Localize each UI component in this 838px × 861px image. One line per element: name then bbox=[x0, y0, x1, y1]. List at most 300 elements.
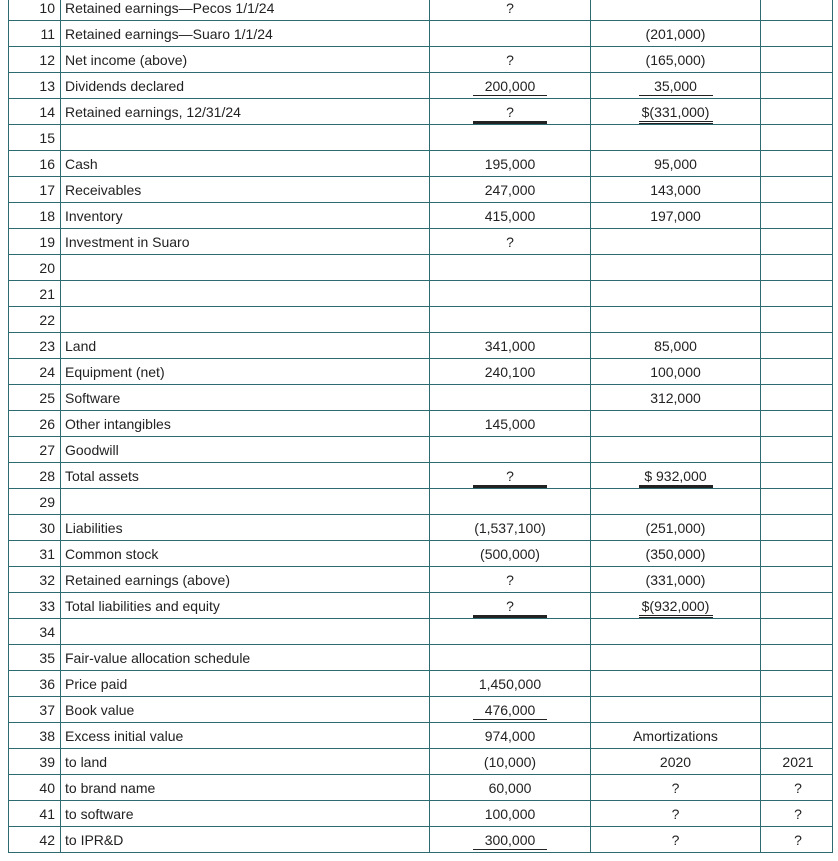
pecos-value-cell[interactable] bbox=[430, 437, 591, 463]
suaro-value-cell[interactable] bbox=[591, 333, 761, 359]
table-row bbox=[0, 203, 838, 229]
row-label-cell[interactable] bbox=[61, 411, 430, 437]
suaro-value-cell[interactable] bbox=[591, 489, 761, 515]
suaro-value-cell[interactable] bbox=[591, 463, 761, 489]
row-number-text: 42 bbox=[39, 832, 55, 848]
row-label-cell[interactable] bbox=[61, 359, 430, 385]
table-row bbox=[0, 229, 838, 255]
suaro-value-cell-text: (201,000) bbox=[645, 26, 706, 42]
row-label-cell[interactable] bbox=[61, 567, 430, 593]
pecos-value-cell-text: 476,000 bbox=[473, 701, 547, 720]
row-label-cell[interactable] bbox=[61, 281, 430, 307]
pecos-value-cell[interactable] bbox=[430, 333, 591, 359]
suaro-value-cell-text: Amortizations bbox=[633, 728, 718, 744]
suaro-value-cell[interactable] bbox=[591, 515, 761, 541]
suaro-value-cell[interactable] bbox=[591, 827, 761, 853]
extra-value-cell[interactable] bbox=[761, 619, 833, 645]
row-label-cell[interactable] bbox=[61, 307, 430, 333]
table-row bbox=[0, 359, 838, 385]
suaro-value-cell[interactable] bbox=[591, 567, 761, 593]
suaro-value-cell[interactable] bbox=[591, 255, 761, 281]
pecos-value-cell[interactable] bbox=[430, 0, 591, 21]
row-number-text: 25 bbox=[39, 390, 55, 406]
extra-value-cell[interactable] bbox=[761, 515, 833, 541]
row-label-cell[interactable] bbox=[61, 0, 430, 21]
row-label-cell-text: Common stock bbox=[65, 546, 159, 562]
row-number-text: 19 bbox=[39, 234, 55, 250]
suaro-value-cell[interactable] bbox=[591, 437, 761, 463]
pecos-value-cell[interactable] bbox=[430, 385, 591, 411]
row-label-cell-text: Cash bbox=[65, 156, 98, 172]
suaro-value-cell-text: 2020 bbox=[659, 754, 692, 770]
pecos-value-cell-text: ? bbox=[506, 234, 514, 250]
row-number-text: 12 bbox=[39, 52, 55, 68]
extra-value-cell[interactable] bbox=[761, 151, 833, 177]
suaro-value-cell-text: (251,000) bbox=[645, 520, 706, 536]
row-number[interactable] bbox=[8, 47, 61, 73]
row-number[interactable] bbox=[8, 723, 61, 749]
row-number-text: 24 bbox=[39, 364, 55, 380]
row-number-text: 34 bbox=[39, 624, 55, 640]
row-label-cell[interactable] bbox=[61, 671, 430, 697]
table-row bbox=[0, 463, 838, 489]
pecos-value-cell[interactable] bbox=[430, 775, 591, 801]
pecos-value-cell[interactable] bbox=[430, 359, 591, 385]
row-number-text: 18 bbox=[39, 208, 55, 224]
row-number[interactable] bbox=[8, 177, 61, 203]
row-label-cell-text: Investment in Suaro bbox=[65, 234, 190, 250]
row-label-cell[interactable] bbox=[61, 21, 430, 47]
pecos-value-cell-text: (10,000) bbox=[483, 754, 537, 770]
row-number-text: 22 bbox=[39, 312, 55, 328]
row-number-text: 28 bbox=[39, 468, 55, 484]
row-label-cell-text: Total assets bbox=[65, 468, 139, 484]
row-number[interactable] bbox=[8, 515, 61, 541]
suaro-value-cell[interactable] bbox=[591, 203, 761, 229]
extra-value-cell[interactable] bbox=[761, 177, 833, 203]
suaro-value-cell[interactable] bbox=[591, 775, 761, 801]
row-label-cell-text: Dividends declared bbox=[65, 78, 185, 94]
extra-value-cell[interactable] bbox=[761, 541, 833, 567]
row-label-cell-text: Liabilities bbox=[65, 520, 123, 536]
row-label-cell-text: to brand name bbox=[65, 780, 156, 796]
extra-value-cell[interactable] bbox=[761, 775, 833, 801]
pecos-value-cell[interactable] bbox=[430, 671, 591, 697]
suaro-value-cell[interactable] bbox=[591, 307, 761, 333]
pecos-value-cell[interactable] bbox=[430, 177, 591, 203]
row-number[interactable] bbox=[8, 801, 61, 827]
extra-value-cell-text: ? bbox=[794, 806, 802, 822]
pecos-value-cell[interactable] bbox=[430, 411, 591, 437]
suaro-value-cell-text: $ 932,000 bbox=[639, 467, 713, 488]
pecos-value-cell[interactable] bbox=[430, 307, 591, 333]
table-row bbox=[0, 99, 838, 125]
table-row bbox=[0, 827, 838, 853]
row-number[interactable] bbox=[8, 645, 61, 671]
row-label-cell[interactable] bbox=[61, 47, 430, 73]
row-label-cell-text: Net income (above) bbox=[65, 52, 188, 68]
row-number[interactable] bbox=[8, 73, 61, 99]
pecos-value-cell-text: (1,537,100) bbox=[474, 520, 546, 536]
row-label-cell[interactable] bbox=[61, 177, 430, 203]
row-number-text: 23 bbox=[39, 338, 55, 354]
pecos-value-cell-text: ? bbox=[506, 52, 514, 68]
table-row bbox=[0, 47, 838, 73]
row-label-cell-text: Retained earnings (above) bbox=[65, 572, 230, 588]
extra-value-cell[interactable] bbox=[761, 489, 833, 515]
extra-value-cell[interactable] bbox=[761, 385, 833, 411]
row-number-text: 21 bbox=[39, 286, 55, 302]
suaro-value-cell[interactable] bbox=[591, 151, 761, 177]
suaro-value-cell-text: 95,000 bbox=[654, 156, 697, 172]
row-number-text: 20 bbox=[39, 260, 55, 276]
pecos-value-cell-text: 60,000 bbox=[488, 780, 532, 796]
suaro-value-cell[interactable] bbox=[591, 619, 761, 645]
row-number[interactable] bbox=[8, 775, 61, 801]
table-row bbox=[0, 671, 838, 697]
row-number[interactable] bbox=[8, 385, 61, 411]
suaro-value-cell[interactable] bbox=[591, 749, 761, 775]
row-number[interactable] bbox=[8, 541, 61, 567]
row-number[interactable] bbox=[8, 749, 61, 775]
row-label-cell[interactable] bbox=[61, 99, 430, 125]
table-row bbox=[0, 125, 838, 151]
row-label-cell[interactable] bbox=[61, 827, 430, 853]
suaro-value-cell[interactable] bbox=[591, 385, 761, 411]
table-row bbox=[0, 697, 838, 723]
table-row bbox=[0, 515, 838, 541]
row-number[interactable] bbox=[8, 567, 61, 593]
table-row bbox=[0, 749, 838, 775]
row-label-cell-text: Receivables bbox=[65, 182, 142, 198]
extra-value-cell[interactable] bbox=[761, 463, 833, 489]
suaro-value-cell-text: 100,000 bbox=[650, 364, 701, 380]
row-label-cell[interactable] bbox=[61, 723, 430, 749]
extra-value-cell[interactable] bbox=[761, 125, 833, 151]
row-number-text: 13 bbox=[39, 78, 55, 94]
extra-value-cell[interactable] bbox=[761, 281, 833, 307]
suaro-value-cell-text: ? bbox=[671, 780, 680, 796]
pecos-value-cell[interactable] bbox=[430, 489, 591, 515]
extra-value-cell[interactable] bbox=[761, 307, 833, 333]
pecos-value-cell[interactable] bbox=[430, 151, 591, 177]
row-number-text: 16 bbox=[39, 156, 55, 172]
extra-value-cell[interactable] bbox=[761, 671, 833, 697]
extra-value-cell[interactable] bbox=[761, 359, 833, 385]
row-number-text: 31 bbox=[39, 546, 55, 562]
row-number[interactable] bbox=[8, 593, 61, 619]
pecos-value-cell-text: ? bbox=[473, 103, 547, 124]
pecos-value-cell[interactable] bbox=[430, 645, 591, 671]
suaro-value-cell-text: 312,000 bbox=[650, 390, 701, 406]
extra-value-cell[interactable] bbox=[761, 567, 833, 593]
pecos-value-cell-text: ? bbox=[506, 0, 514, 16]
table-row bbox=[0, 541, 838, 567]
row-number-text: 39 bbox=[39, 754, 55, 770]
pecos-value-cell[interactable] bbox=[430, 593, 591, 619]
extra-value-cell[interactable] bbox=[761, 593, 833, 619]
extra-value-cell[interactable] bbox=[761, 333, 833, 359]
extra-value-cell[interactable] bbox=[761, 255, 833, 281]
suaro-value-cell-text: 35,000 bbox=[639, 77, 713, 96]
suaro-value-cell[interactable] bbox=[591, 593, 761, 619]
table-row bbox=[0, 411, 838, 437]
table-row bbox=[0, 307, 838, 333]
extra-value-cell[interactable] bbox=[761, 21, 833, 47]
row-label-cell-text: Fair-value allocation schedule bbox=[65, 650, 251, 666]
suaro-value-cell[interactable] bbox=[591, 541, 761, 567]
pecos-value-cell-text: 247,000 bbox=[484, 182, 536, 198]
row-number[interactable] bbox=[8, 229, 61, 255]
suaro-value-cell-text: 85,000 bbox=[654, 338, 697, 354]
suaro-value-cell-text: 197,000 bbox=[650, 208, 701, 224]
table-row bbox=[0, 151, 838, 177]
row-label-cell[interactable] bbox=[61, 619, 430, 645]
pecos-value-cell[interactable] bbox=[430, 73, 591, 99]
extra-value-cell-text: 2021 bbox=[782, 754, 814, 770]
row-number-text: 41 bbox=[39, 806, 55, 822]
suaro-value-cell[interactable] bbox=[591, 801, 761, 827]
row-label-cell[interactable] bbox=[61, 203, 430, 229]
pecos-value-cell[interactable] bbox=[430, 21, 591, 47]
row-label-cell-text: to land bbox=[65, 754, 108, 770]
row-label-cell[interactable] bbox=[61, 541, 430, 567]
row-number[interactable] bbox=[8, 21, 61, 47]
row-number-text: 10 bbox=[39, 0, 55, 16]
table-row bbox=[0, 281, 838, 307]
extra-value-cell[interactable] bbox=[761, 99, 833, 125]
pecos-value-cell-text: 1,450,000 bbox=[478, 676, 542, 692]
suaro-value-cell[interactable] bbox=[591, 671, 761, 697]
pecos-value-cell[interactable] bbox=[430, 541, 591, 567]
extra-value-cell-text: ? bbox=[794, 832, 802, 848]
table-row bbox=[0, 0, 838, 21]
extra-value-cell[interactable] bbox=[761, 827, 833, 853]
table-row bbox=[0, 801, 838, 827]
row-label-cell-text: Inventory bbox=[65, 208, 123, 224]
suaro-value-cell[interactable] bbox=[591, 0, 761, 21]
row-number[interactable] bbox=[8, 281, 61, 307]
table-row bbox=[0, 255, 838, 281]
row-number[interactable] bbox=[8, 697, 61, 723]
pecos-value-cell-text: ? bbox=[473, 597, 547, 618]
row-label-cell-text: Total liabilities and equity bbox=[65, 598, 220, 614]
pecos-value-cell-text: 195,000 bbox=[484, 156, 536, 172]
row-number[interactable] bbox=[8, 489, 61, 515]
pecos-value-cell-text: 415,000 bbox=[484, 208, 536, 224]
row-label-cell[interactable] bbox=[61, 515, 430, 541]
pecos-value-cell-text: ? bbox=[473, 467, 547, 488]
suaro-value-cell[interactable] bbox=[591, 229, 761, 255]
extra-value-cell[interactable] bbox=[761, 437, 833, 463]
extra-value-cell[interactable] bbox=[761, 229, 833, 255]
row-number-text: 38 bbox=[39, 728, 55, 744]
row-number[interactable] bbox=[8, 0, 61, 21]
suaro-value-cell[interactable] bbox=[591, 645, 761, 671]
suaro-value-cell-text: ? bbox=[671, 806, 680, 822]
extra-value-cell[interactable] bbox=[761, 411, 833, 437]
row-number-text: 37 bbox=[39, 702, 55, 718]
row-number[interactable] bbox=[8, 437, 61, 463]
pecos-value-cell-text: 974,000 bbox=[484, 728, 536, 744]
row-number[interactable] bbox=[8, 333, 61, 359]
row-number-text: 11 bbox=[40, 26, 55, 42]
row-number[interactable] bbox=[8, 411, 61, 437]
suaro-value-cell-text: $(932,000) bbox=[639, 597, 713, 618]
row-number-text: 30 bbox=[39, 520, 55, 536]
row-label-cell-text: Goodwill bbox=[65, 442, 119, 458]
row-label-cell-text: Land bbox=[65, 338, 97, 354]
row-label-cell[interactable] bbox=[61, 255, 430, 281]
table-row bbox=[0, 567, 838, 593]
suaro-value-cell[interactable] bbox=[591, 125, 761, 151]
row-number-text: 15 bbox=[39, 130, 55, 146]
pecos-value-cell[interactable] bbox=[430, 749, 591, 775]
row-number-text: 33 bbox=[39, 598, 55, 614]
pecos-value-cell[interactable] bbox=[430, 99, 591, 125]
pecos-value-cell-text: 145,000 bbox=[484, 416, 536, 432]
row-number-text: 35 bbox=[39, 650, 55, 666]
table-row bbox=[0, 645, 838, 671]
table-row bbox=[0, 177, 838, 203]
pecos-value-cell-text: 341,000 bbox=[484, 338, 536, 354]
row-label-cell[interactable] bbox=[61, 385, 430, 411]
pecos-value-cell[interactable] bbox=[430, 463, 591, 489]
row-label-cell[interactable] bbox=[61, 801, 430, 827]
table-row bbox=[0, 333, 838, 359]
row-number[interactable] bbox=[8, 463, 61, 489]
extra-value-cell[interactable] bbox=[761, 0, 833, 21]
pecos-value-cell[interactable] bbox=[430, 229, 591, 255]
row-label-cell[interactable] bbox=[61, 645, 430, 671]
extra-value-cell[interactable] bbox=[761, 73, 833, 99]
extra-value-cell[interactable] bbox=[761, 47, 833, 73]
row-label-cell-text: Excess initial value bbox=[65, 728, 184, 744]
pecos-value-cell[interactable] bbox=[430, 515, 591, 541]
suaro-value-cell[interactable] bbox=[591, 411, 761, 437]
row-number[interactable] bbox=[8, 203, 61, 229]
suaro-value-cell-text: $(331,000) bbox=[639, 103, 713, 124]
table-row bbox=[0, 21, 838, 47]
row-label-cell[interactable] bbox=[61, 229, 430, 255]
suaro-value-cell[interactable] bbox=[591, 359, 761, 385]
row-label-cell[interactable] bbox=[61, 437, 430, 463]
row-label-cell-text: Equipment (net) bbox=[65, 364, 165, 380]
row-number-text: 27 bbox=[39, 442, 55, 458]
extra-value-cell-text: ? bbox=[794, 780, 802, 796]
table-row bbox=[0, 437, 838, 463]
suaro-value-cell-text: (331,000) bbox=[645, 572, 706, 588]
pecos-value-cell[interactable] bbox=[430, 203, 591, 229]
row-label-cell-text: to software bbox=[65, 806, 134, 822]
pecos-value-cell-text: 300,000 bbox=[473, 831, 547, 850]
suaro-value-cell-text: (350,000) bbox=[645, 546, 706, 562]
row-number-text: 14 bbox=[39, 104, 55, 120]
suaro-value-cell-text: 143,000 bbox=[650, 182, 701, 198]
row-label-cell[interactable] bbox=[61, 125, 430, 151]
row-label-cell[interactable] bbox=[61, 489, 430, 515]
pecos-value-cell[interactable] bbox=[430, 619, 591, 645]
row-label-cell[interactable] bbox=[61, 749, 430, 775]
extra-value-cell[interactable] bbox=[761, 203, 833, 229]
suaro-value-cell[interactable] bbox=[591, 177, 761, 203]
pecos-value-cell[interactable] bbox=[430, 723, 591, 749]
row-number[interactable] bbox=[8, 359, 61, 385]
row-number-text: 32 bbox=[39, 572, 55, 588]
pecos-value-cell[interactable] bbox=[430, 47, 591, 73]
row-label-cell-text: Price paid bbox=[65, 676, 128, 692]
row-label-cell[interactable] bbox=[61, 73, 430, 99]
pecos-value-cell-text: ? bbox=[506, 572, 514, 588]
row-label-cell-text: to IPR&D bbox=[65, 832, 124, 848]
suaro-value-cell-text: (165,000) bbox=[645, 52, 706, 68]
row-label-cell-text: Software bbox=[65, 390, 121, 406]
suaro-value-cell[interactable] bbox=[591, 281, 761, 307]
extra-value-cell[interactable] bbox=[761, 723, 833, 749]
pecos-value-cell[interactable] bbox=[430, 801, 591, 827]
table-row bbox=[0, 593, 838, 619]
row-label-cell-text: Retained earnings—Suaro 1/1/24 bbox=[65, 26, 273, 42]
pecos-value-cell[interactable] bbox=[430, 697, 591, 723]
row-label-cell[interactable] bbox=[61, 151, 430, 177]
row-number[interactable] bbox=[8, 619, 61, 645]
extra-value-cell[interactable] bbox=[761, 749, 833, 775]
suaro-value-cell-text: ? bbox=[671, 832, 680, 848]
pecos-value-cell[interactable] bbox=[430, 281, 591, 307]
row-number[interactable] bbox=[8, 151, 61, 177]
row-number-text: 17 bbox=[39, 182, 55, 198]
pecos-value-cell[interactable] bbox=[430, 567, 591, 593]
row-number[interactable] bbox=[8, 255, 61, 281]
suaro-value-cell[interactable] bbox=[591, 21, 761, 47]
pecos-value-cell[interactable] bbox=[430, 255, 591, 281]
row-number-text: 40 bbox=[39, 780, 55, 796]
row-number[interactable] bbox=[8, 125, 61, 151]
suaro-value-cell[interactable] bbox=[591, 47, 761, 73]
pecos-value-cell-text: (500,000) bbox=[480, 546, 540, 562]
row-label-cell[interactable] bbox=[61, 593, 430, 619]
suaro-value-cell[interactable] bbox=[591, 723, 761, 749]
extra-value-cell[interactable] bbox=[761, 801, 833, 827]
row-label-cell-text: Retained earnings, 12/31/24 bbox=[65, 104, 241, 120]
row-label-cell[interactable] bbox=[61, 697, 430, 723]
suaro-value-cell[interactable] bbox=[591, 73, 761, 99]
table-row bbox=[0, 619, 838, 645]
row-number-text: 26 bbox=[39, 416, 55, 432]
suaro-value-cell[interactable] bbox=[591, 99, 761, 125]
table-row bbox=[0, 385, 838, 411]
row-label-cell-text: Book value bbox=[65, 702, 135, 718]
extra-value-cell[interactable] bbox=[761, 645, 833, 671]
row-label-cell[interactable] bbox=[61, 333, 430, 359]
pecos-value-cell[interactable] bbox=[430, 125, 591, 151]
row-label-cell-text: Retained earnings—Pecos 1/1/24 bbox=[65, 0, 275, 16]
row-label-cell[interactable] bbox=[61, 463, 430, 489]
row-number[interactable] bbox=[8, 827, 61, 853]
suaro-value-cell[interactable] bbox=[591, 697, 761, 723]
row-number[interactable] bbox=[8, 671, 61, 697]
table-row bbox=[0, 723, 838, 749]
pecos-value-cell-text: 100,000 bbox=[484, 806, 536, 822]
row-number[interactable] bbox=[8, 99, 61, 125]
row-label-cell[interactable] bbox=[61, 775, 430, 801]
row-number-text: 29 bbox=[39, 494, 55, 510]
row-number[interactable] bbox=[8, 307, 61, 333]
row-label-cell-text: Other intangibles bbox=[65, 416, 171, 432]
extra-value-cell[interactable] bbox=[761, 697, 833, 723]
pecos-value-cell[interactable] bbox=[430, 827, 591, 853]
pecos-value-cell-text: 200,000 bbox=[473, 77, 547, 96]
